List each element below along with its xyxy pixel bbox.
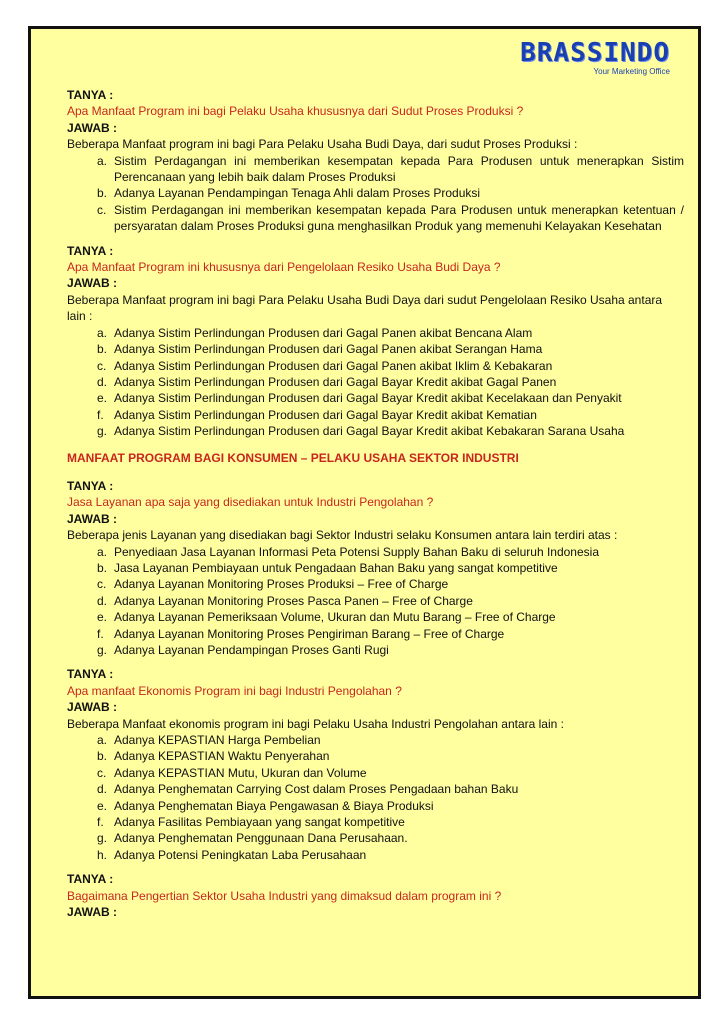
list-item (97, 626, 684, 642)
list-item-text: Adanya Penghematan Carrying Cost dalam Proses Pengadaan bahan Baku (114, 782, 519, 797)
tanya-label: TANYA : (67, 478, 114, 493)
jawab-label: JAWAB : (67, 276, 118, 291)
list-marker: f. (97, 815, 104, 830)
list-item (97, 374, 684, 390)
answer-intro: Beberapa Manfaat ekonomis program ini bagi Pelaku Usaha Industri Pengolahan antara lain : (67, 716, 564, 731)
question-text: Bagaimana Pengertian Sektor Usaha Industri yang dimaksud dalam program ini ? (67, 888, 502, 903)
list-item (97, 798, 684, 814)
answer-list (67, 325, 684, 440)
list-item (97, 423, 684, 439)
list-item-text: Adanya Layanan Monitoring Proses Pasca Panen – Free of Charge (114, 593, 473, 608)
list-item (97, 390, 684, 406)
list-item (97, 814, 684, 830)
list-marker: b. (97, 749, 108, 764)
list-marker: b. (97, 186, 108, 201)
list-item (97, 153, 684, 186)
question-text: Jasa Layanan apa saja yang disediakan untuk Industri Pengolahan ? (67, 495, 434, 510)
document-page (28, 26, 701, 999)
list-marker: e. (97, 391, 108, 406)
list-item-text: Adanya Layanan Monitoring Proses Pengiriman Barang – Free of Charge (114, 626, 505, 641)
list-item-text: Adanya Penghematan Biaya Pengawasan & Biaya Produksi (114, 798, 434, 813)
qa-block-last (67, 871, 684, 920)
list-item (97, 325, 684, 341)
list-item-text: Penyediaan Jasa Layanan Informasi Peta Potensi Supply Bahan Baku di seluruh Indonesia (114, 544, 599, 559)
list-marker: a. (97, 544, 108, 559)
list-marker: b. (97, 342, 108, 357)
list-item-text: Adanya Sistim Perlindungan Produsen dari Gagal Bayar Kredit akibat Kecelakaan dan Penyakit (114, 391, 622, 406)
list-marker: a. (97, 733, 108, 748)
qa-block (67, 478, 684, 658)
brand-tagline: Your Marketing Office (593, 67, 670, 76)
list-item (97, 847, 684, 863)
list-item-text: Adanya Layanan Pendampingan Tenaga Ahli dalam Proses Produksi (114, 186, 481, 201)
answer-list (67, 153, 684, 235)
list-item (97, 593, 684, 609)
list-item-text: Adanya Sistim Perlindungan Produsen dari Gagal Panen akibat Bencana Alam (114, 325, 533, 340)
list-marker: e. (97, 798, 108, 813)
answer-list (67, 732, 684, 863)
tanya-label: TANYA : (67, 88, 114, 102)
list-item-text: Adanya Sistim Perlindungan Produsen dari Gagal Bayar Kredit akibat Kematian (114, 407, 537, 422)
answer-list (67, 544, 684, 659)
list-marker: a. (97, 325, 108, 340)
list-item (97, 609, 684, 625)
list-item-text: Adanya Layanan Pendampingan Proses Ganti Rugi (114, 643, 389, 657)
list-item (97, 765, 684, 781)
list-item (97, 576, 684, 592)
list-marker: c. (97, 577, 107, 592)
list-item-text: Sistim Perdagangan ini memberikan kesempatan kepada Para Produsen untuk menerapkan Sistim Perencanaan yang lebih baik dalam Proses Produksi (114, 153, 684, 185)
list-marker: c. (97, 358, 107, 373)
list-marker: e. (97, 610, 108, 625)
list-marker: a. (97, 153, 108, 168)
list-item-text: Adanya Layanan Pemeriksaan Volume, Ukuran dan Mutu Barang – Free of Charge (114, 610, 556, 625)
qa-block (67, 666, 684, 863)
list-marker: h. (97, 847, 108, 862)
list-marker: g. (97, 643, 108, 657)
list-item-text: Adanya KEPASTIAN Harga Pembelian (114, 733, 321, 748)
list-marker: b. (97, 560, 108, 575)
list-item (97, 544, 684, 560)
list-item (97, 202, 684, 235)
document-content (67, 87, 684, 929)
brand-name: BRASSINDO (520, 38, 670, 68)
jawab-label: JAWAB : (67, 905, 118, 920)
question-text: Apa Manfaat Program ini bagi Pelaku Usaha khususnya dari Sudut Proses Produksi ? (67, 104, 524, 119)
list-marker: f. (97, 626, 104, 641)
list-item (97, 407, 684, 423)
list-item (97, 341, 684, 357)
list-marker: c. (97, 202, 107, 217)
jawab-label: JAWAB : (67, 511, 118, 526)
list-item-text: Adanya Fasilitas Pembiayaan yang sangat kompetitive (114, 815, 405, 830)
list-item-text: Adanya Sistim Perlindungan Produsen dari Gagal Panen akibat Serangan Hama (114, 342, 543, 357)
list-item (97, 781, 684, 797)
answer-intro: Beberapa jenis Layanan yang disediakan bagi Sektor Industri selaku Konsumen antara lain terdiri atas : (67, 528, 618, 543)
tanya-label: TANYA : (67, 872, 114, 887)
answer-intro: Beberapa Manfaat program ini bagi Para Pelaku Usaha Budi Daya dari sudut Pengelolaan Resiko Usaha antara lain : (67, 292, 663, 324)
brand-logo (520, 39, 670, 76)
list-item (97, 732, 684, 748)
qa-block (67, 243, 684, 440)
tanya-label: TANYA : (67, 667, 114, 682)
list-marker: f. (97, 407, 104, 422)
qa-block (67, 87, 684, 235)
list-item (97, 748, 684, 764)
list-marker: g. (97, 424, 108, 439)
list-item-text: Adanya KEPASTIAN Mutu, Ukuran dan Volume (114, 765, 367, 780)
list-marker: d. (97, 782, 108, 797)
list-item-text: Adanya Sistim Perlindungan Produsen dari Gagal Bayar Kredit akibat Kebakaran Sarana Usaha (114, 424, 625, 439)
list-item-text: Adanya KEPASTIAN Waktu Penyerahan (114, 749, 330, 764)
section-title: MANFAAT PROGRAM BAGI KONSUMEN – PELAKU USAHA SEKTOR INDUSTRI (67, 450, 519, 465)
list-item (97, 830, 684, 846)
list-marker: d. (97, 593, 108, 608)
answer-intro: Beberapa Manfaat program ini bagi Para Pelaku Usaha Budi Daya, dari sudut Proses Produksi : (67, 137, 578, 152)
question-text: Apa Manfaat Program ini khususnya dari Pengelolaan Resiko Usaha Budi Daya ? (67, 260, 501, 275)
list-item-text: Sistim Perdagangan ini memberikan kesempatan kepada Para Produsen untuk menerapkan ketentuan / persyaratan dalam Proses Produksi guna menghasilkan Produk yang memenuhi Kelayakan Kesehatan (114, 202, 684, 234)
list-item-text: Adanya Potensi Peningkatan Laba Perusahaan (114, 847, 367, 862)
list-marker: d. (97, 374, 108, 389)
list-item-text: Adanya Penghematan Penggunaan Dana Perusahaan. (114, 831, 408, 846)
jawab-label: JAWAB : (67, 700, 118, 715)
list-item-text: Jasa Layanan Pembiayaan untuk Pengadaan Bahan Baku yang sangat kompetitive (114, 560, 558, 575)
list-item (97, 560, 684, 576)
jawab-label: JAWAB : (67, 120, 118, 135)
list-item (97, 358, 684, 374)
list-item-text: Adanya Layanan Monitoring Proses Produksi – Free of Charge (114, 577, 449, 592)
list-item-text: Adanya Sistim Perlindungan Produsen dari Gagal Panen akibat Iklim & Kebakaran (114, 358, 553, 373)
question-text: Apa manfaat Ekonomis Program ini bagi Industri Pengolahan ? (67, 683, 402, 698)
list-item-text: Adanya Sistim Perlindungan Produsen dari Gagal Bayar Kredit akibat Gagal Panen (114, 374, 557, 389)
list-item (97, 185, 684, 201)
list-marker: c. (97, 765, 107, 780)
tanya-label: TANYA : (67, 243, 114, 258)
list-marker: g. (97, 831, 108, 846)
list-item (97, 642, 684, 658)
